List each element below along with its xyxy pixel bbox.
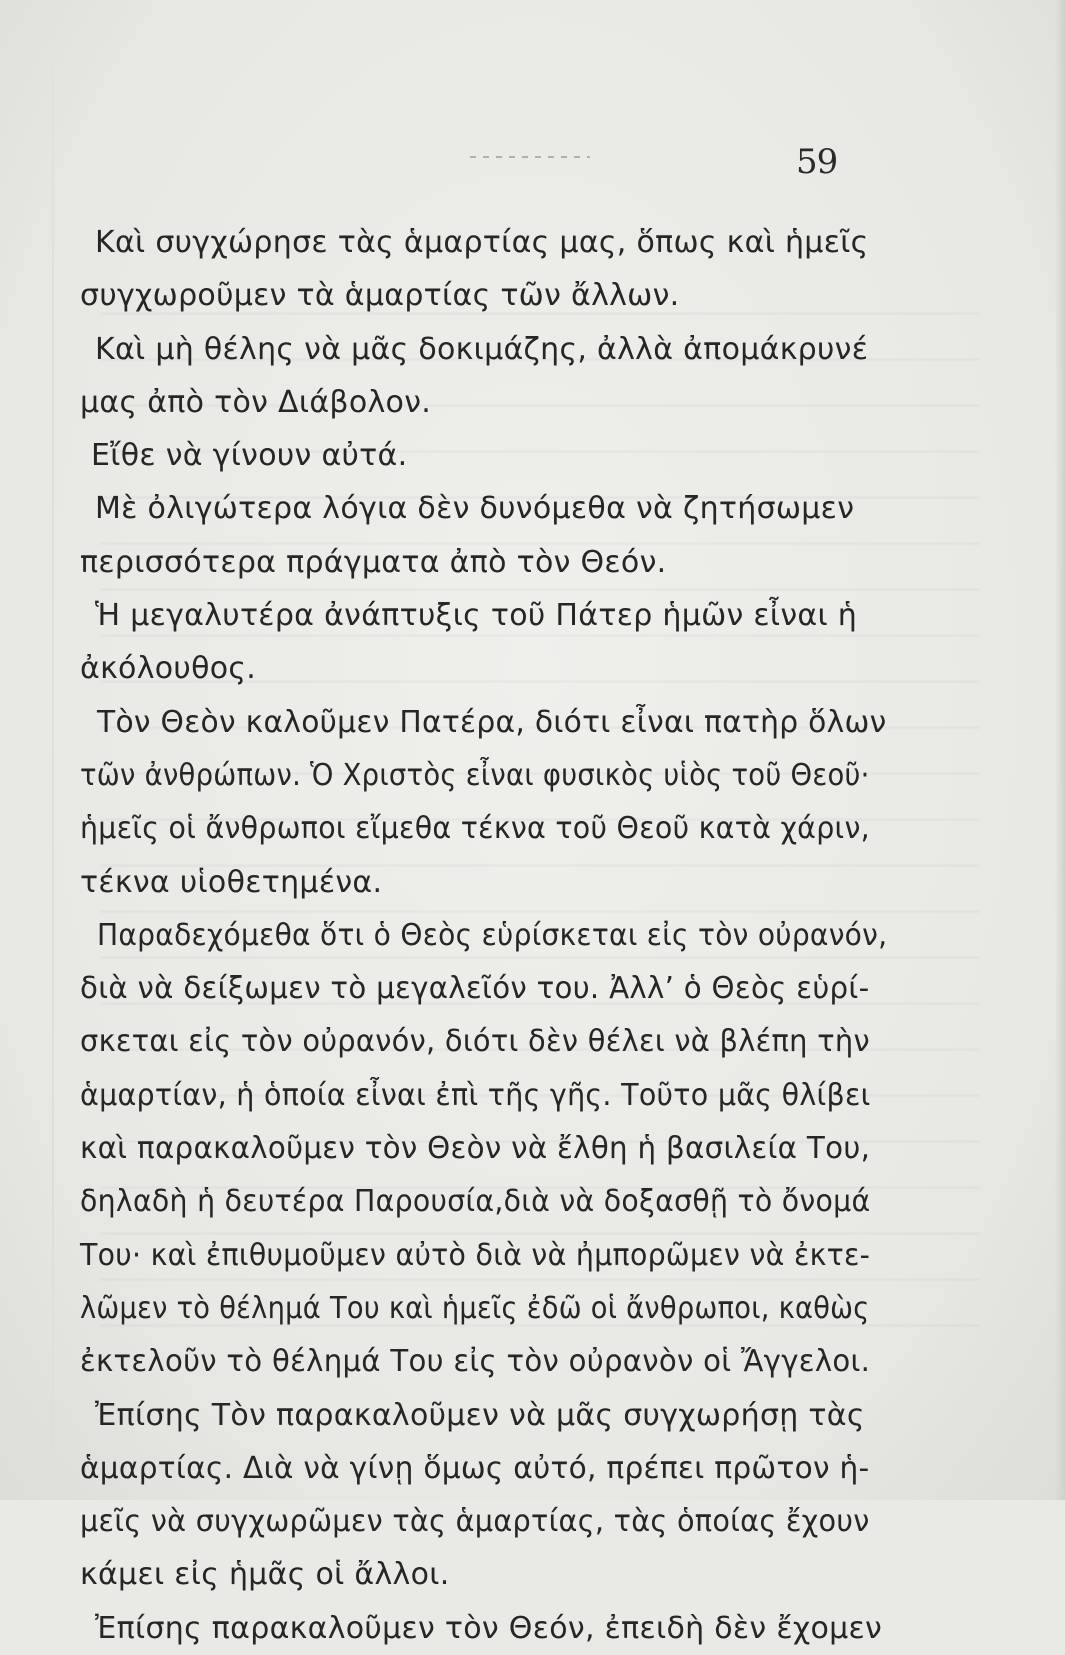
binding-shadow [52,0,54,1500]
text-line: λῶμεν τὸ θέλημά Του καὶ ἡμεῖς ἐδῶ οἱ ἄνθρωποι, καθὼς [80,1290,870,1326]
body-text [80,216,888,1655]
text-line: Του· καὶ ἐπιθυμοῦμεν αὐτὸ διὰ νὰ ἠμπορῶμεν νὰ ἐκτε- [80,1237,871,1273]
text-line: Ἡ μεγαλυτέρα ἀνάπτυξις τοῦ Πάτερ ἡμῶν εἶναι ἡ [95,598,858,634]
text-line: κάμει εἰς ἡμᾶς οἱ ἄλλοι. [80,1557,450,1593]
text-line: ἡμεῖς οἱ ἄνθρωποι εἴμεθα τέκνα τοῦ Θεοῦ κατὰ χάριν, [80,811,870,847]
text-line: τέκνα υἱοθετημένα. [80,864,383,900]
page-number: 59 [796,142,838,182]
text-line: ἁμαρτίας. Διὰ νὰ γίνῃ ὅμως αὐτό, πρέπει πρῶτον ἡ- [80,1450,870,1486]
text-line: Τὸν Θεὸν καλοῦμεν Πατέρα, διότι εἶναι πατὴρ ὅλων [97,704,887,740]
text-line: Μὲ ὀλιγώτερα λόγια δὲν δυνόμεθα νὰ ζητήσωμεν [95,491,855,527]
text-line: ἁμαρτίαν, ἡ ὁποία εἶναι ἐπὶ τῆς γῆς. Τοῦτο μᾶς θλίβει [80,1077,871,1113]
text-line: μεῖς νὰ συγχωρῶμεν τὰς ἁμαρτίας, τὰς ὁποίας ἔχουν [80,1504,870,1540]
text-line: ἐκτελοῦν τὸ θέλημά Του εἰς τὸν οὐρανὸν οἱ Ἄγγελοι. [80,1344,871,1380]
text-line: Εἴθε νὰ γίνουν αὐτά. [91,438,408,474]
text-line: μας ἀπὸ τὸν Διάβολον. [80,384,432,420]
text-line: καὶ παρακαλοῦμεν τὸν Θεὸν νὰ ἔλθη ἡ βασιλεία Του, [80,1131,871,1167]
text-line: Παραδεχόμεθα ὅτι ὁ Θεὸς εὑρίσκεται εἰς τὸν οὐρανόν, [97,917,888,953]
text-line: διὰ νὰ δείξωμεν τὸ μεγαλεῖόν του. Ἀλλ’ ὁ Θεὸς εὑρί- [80,971,870,1007]
text-line: δηλαδὴ ἡ δευτέρα Παρουσία,διὰ νὰ δοξασθῇ τὸ ὄνομά [80,1184,871,1220]
print-mark [470,156,590,158]
text-line: ἀκόλουθος. [80,651,257,687]
text-line: Καὶ μὴ θέλης νὰ μᾶς δοκιμάζης, ἀλλὰ ἀπομάκρυνέ [95,331,869,367]
text-line: σκεται εἰς τὸν οὐρανόν, διότι δὲν θέλει νὰ βλέπη τὴν [80,1024,870,1060]
text-line: Καὶ συγχώρησε τὰς ἁμαρτίας μας, ὅπως καὶ ἡμεῖς [95,225,869,260]
text-line: Ἐπίσης παρακαλοῦμεν τὸν Θεόν, ἐπειδὴ δὲν ἔχομεν [95,1610,883,1646]
text-line: συγχωροῦμεν τὰ ἁμαρτίας τῶν ἄλλων. [80,278,680,314]
page-edge-shadow [1055,0,1065,1500]
text-line: Ἐπίσης Τὸν παρακαλοῦμεν νὰ μᾶς συγχωρήσῃ τὰς [95,1397,865,1433]
text-line: περισσότερα πράγματα ἀπὸ τὸν Θεόν. [80,544,667,580]
text-line: τῶν ἀνθρώπων. Ὁ Χριστὸς εἶναι φυσικὸς υἱὸς τοῦ Θεοῦ· [80,757,870,793]
